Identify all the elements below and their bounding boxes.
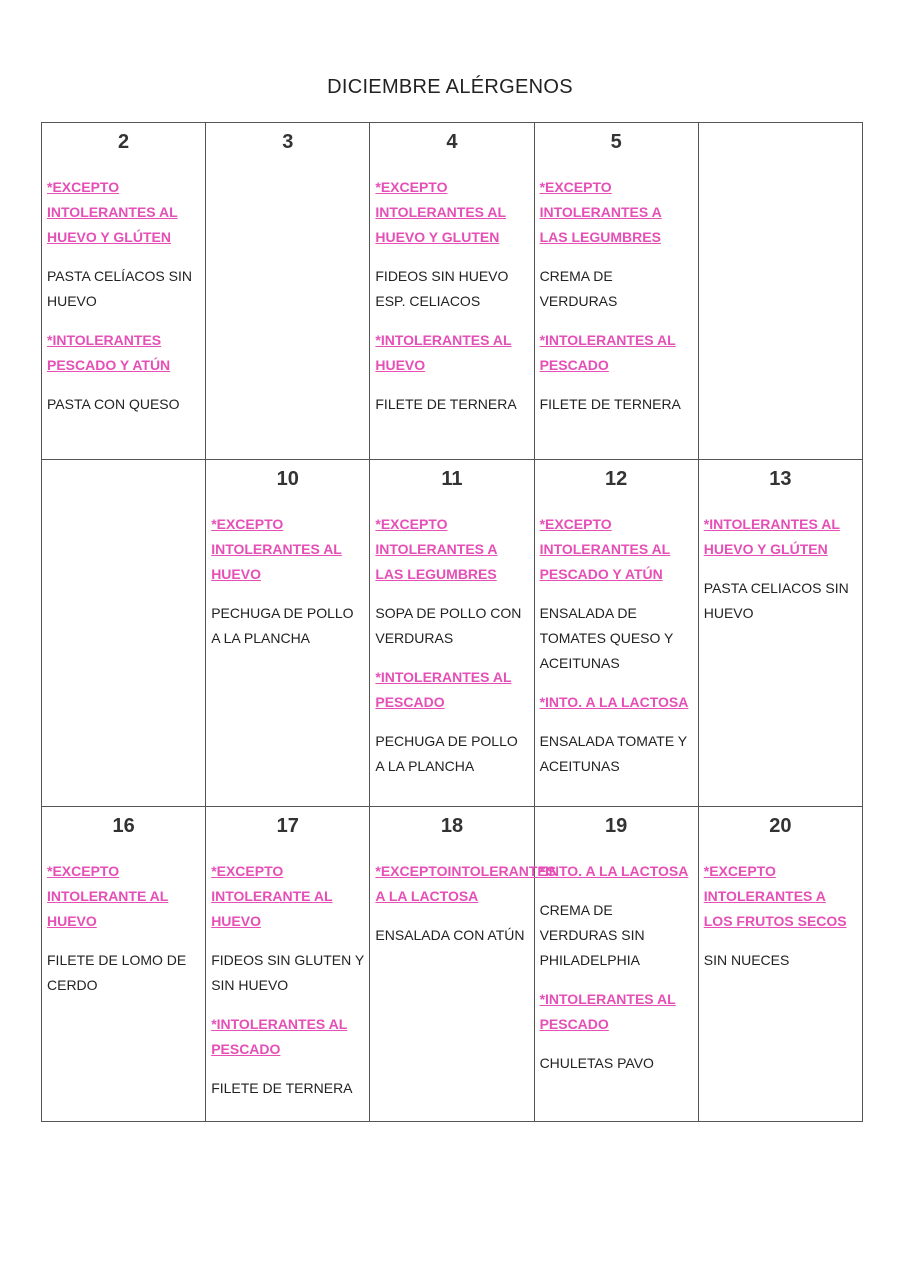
week-row (42, 807, 863, 1122)
dish-name: CREMA DE VERDURAS SIN PHILADELPHIA (539, 902, 645, 968)
allergen-note: *EXCEPTO INTOLERANTES AL HUEVO (211, 516, 342, 582)
dish-name: SIN NUECES (703, 952, 790, 968)
day-cell (534, 123, 698, 460)
day-number: 10 (276, 468, 299, 490)
day-cell (698, 460, 862, 807)
dish-name: SOPA DE POLLO CON VERDURAS (375, 605, 522, 646)
allergen-note: *INTOLERANTES AL PESCADO (539, 332, 676, 373)
allergen-note: *EXCEPTO INTOLERANTE AL HUEVO (47, 863, 169, 929)
dish-name: ENSALADA CON ATÚN (375, 927, 525, 943)
dish-name: FILETE DE TERNERA (375, 396, 517, 412)
page-title: DICIEMBRE ALÉRGENOS (327, 76, 573, 98)
week-row (42, 123, 863, 460)
day-cell (370, 460, 534, 807)
allergen-note: *INTOLERANTES AL HUEVO (375, 332, 512, 373)
dish-name: PECHUGA DE POLLO A LA PLANCHA (211, 605, 354, 646)
day-cell (42, 123, 206, 460)
day-number: 16 (112, 815, 135, 837)
day-number: 19 (605, 815, 628, 837)
allergen-note: *EXCEPTO INTOLERANTES AL HUEVO Y GLUTEN (375, 179, 507, 245)
dish-name: CHULETAS PAVO (539, 1055, 654, 1071)
allergen-note: *INTOLERANTES PESCADO Y ATÚN (47, 332, 171, 373)
dish-name: ENSALADA TOMATE Y ACEITUNAS (539, 733, 687, 774)
day-cell (534, 807, 698, 1122)
allergen-note: *INTOLERANTES AL HUEVO Y GLÚTEN (703, 516, 840, 557)
dish-name: PASTA CON QUESO (47, 396, 180, 412)
day-number: 2 (118, 131, 130, 153)
dish-name: PECHUGA DE POLLO A LA PLANCHA (375, 733, 518, 774)
day-cell (370, 807, 557, 1122)
day-cell (206, 123, 370, 460)
allergen-note: *EXCEPTO INTOLERANTES A LAS LEGUMBRES (375, 516, 498, 582)
allergen-menu-calendar (41, 122, 863, 1122)
day-number: 18 (440, 815, 464, 837)
dish-name: FIDEOS SIN GLUTEN Y SIN HUEVO (211, 952, 364, 993)
dish-name: FILETE DE TERNERA (211, 1080, 353, 1096)
day-number: 20 (769, 815, 792, 837)
allergen-note: *EXCEPTO INTOLERANTE AL HUEVO (211, 863, 333, 929)
week-row (42, 460, 863, 807)
dish-name: PASTA CELÍACOS SIN HUEVO (47, 268, 192, 309)
dish-name: FILETE DE TERNERA (539, 396, 681, 412)
day-number: 11 (441, 468, 463, 490)
allergen-note: *EXCEPTO INTOLERANTES AL PESCADO Y ATÚN (539, 516, 671, 582)
day-cell (534, 460, 698, 807)
day-cell (206, 807, 370, 1122)
allergen-note: *EXCEPTOINTOLERANTES A LA LACTOSA (375, 863, 557, 904)
dish-name: PASTA CELIACOS SIN HUEVO (703, 580, 849, 621)
allergen-note: *INTO. A LA LACTOSA (539, 863, 689, 879)
dish-name: FILETE DE LOMO DE CERDO (47, 952, 187, 993)
day-cell (370, 123, 534, 460)
day-cell (42, 460, 206, 807)
day-cell (698, 123, 862, 460)
allergen-note: *EXCEPTO INTOLERANTES AL HUEVO Y GLÚTEN (47, 179, 178, 245)
allergen-note: *INTOLERANTES AL PESCADO (211, 1016, 348, 1057)
day-number: 4 (446, 131, 458, 153)
allergen-note: *INTOLERANTES AL PESCADO (539, 991, 676, 1032)
day-number: 3 (282, 131, 294, 153)
day-number: 12 (605, 468, 628, 490)
day-cell (206, 460, 370, 807)
dish-name: FIDEOS SIN HUEVO ESP. CELIACOS (375, 268, 509, 309)
dish-name: CREMA DE VERDURAS (539, 268, 618, 309)
day-number: 17 (276, 815, 299, 837)
allergen-note: *INTO. A LA LACTOSA (539, 694, 689, 710)
day-cell (698, 807, 862, 1122)
allergen-note: *INTOLERANTES AL PESCADO (375, 669, 512, 710)
day-cell (42, 807, 206, 1122)
allergen-note: *EXCEPTO INTOLERANTES A LAS LEGUMBRES (539, 179, 662, 245)
day-number: 5 (610, 131, 622, 153)
day-number: 13 (769, 468, 792, 490)
dish-name: ENSALADA DE TOMATES QUESO Y ACEITUNAS (539, 605, 674, 671)
allergen-note: *EXCEPTO INTOLERANTES A LOS FRUTOS SECOS (703, 863, 847, 929)
